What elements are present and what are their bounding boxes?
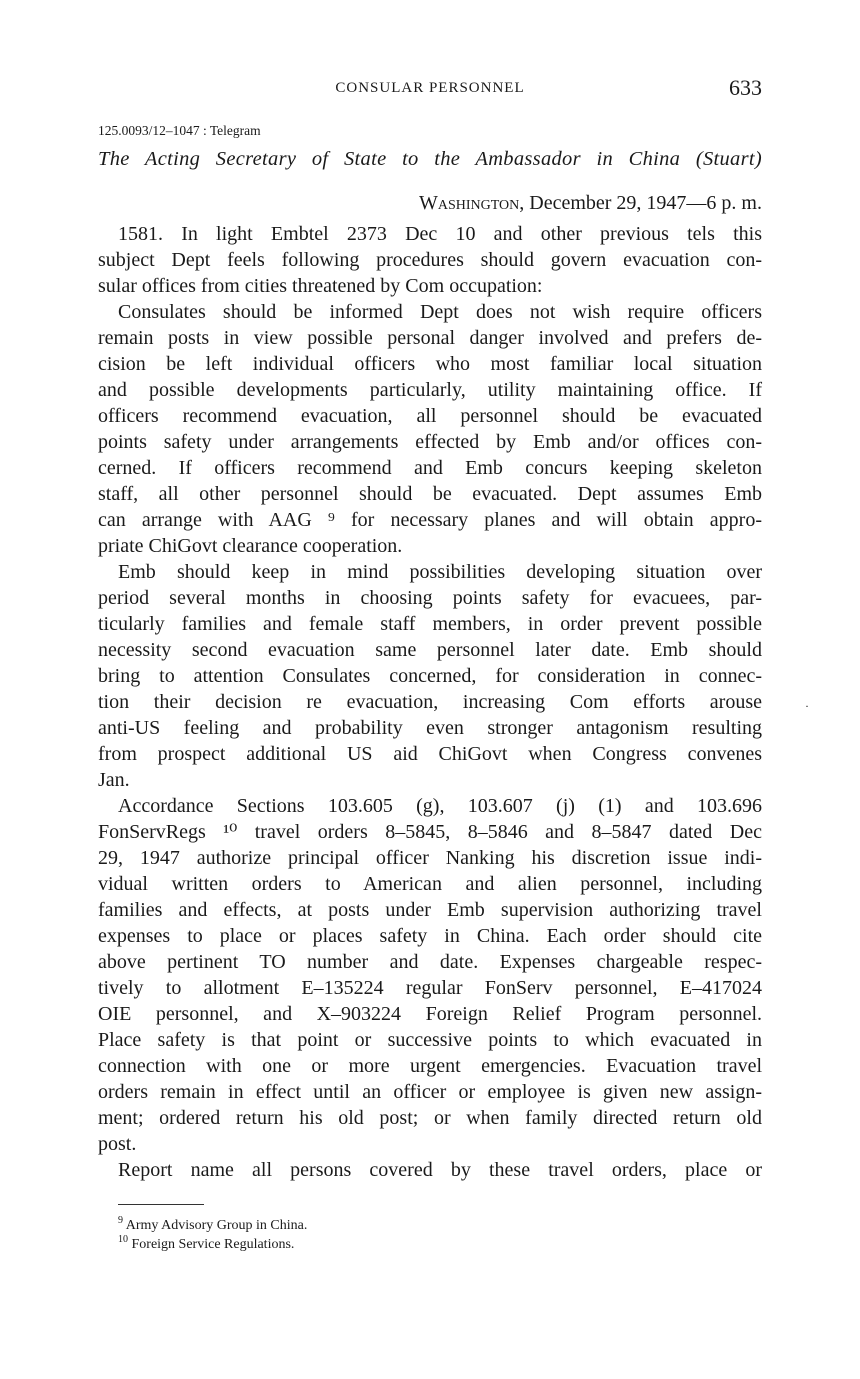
text-line: anti-US feeling and probability even stronger antagonism resulting <box>98 717 762 739</box>
text-line: sular offices from cities threatened by Com occupation: <box>98 275 543 297</box>
dateline <box>419 192 762 215</box>
text-line: cerned. If officers recommend and Emb concurs keeping skeleton <box>98 457 762 479</box>
footnote-mark: 10 <box>118 1234 128 1245</box>
paragraph <box>98 1157 762 1183</box>
text-line: expenses to place or places safety in China. Each order should cite <box>98 925 762 947</box>
footnote <box>118 1216 307 1235</box>
paragraph <box>98 299 762 559</box>
running-head: CONSULAR PERSONNEL <box>335 80 525 96</box>
dateline-date: , December 29, 1947—6 p. m. <box>519 192 762 214</box>
text-line: bring to attention Consulates concerned, for consideration in connec- <box>98 665 762 687</box>
text-line: subject Dept feels following procedures should govern evacuation con- <box>98 249 762 271</box>
telegram-body <box>98 221 762 1183</box>
footnote-text: Foreign Service Regulations. <box>131 1237 295 1252</box>
text-line: Place safety is that point or successive points to which evacuated in <box>98 1029 762 1051</box>
text-line: connection with one or more urgent emergencies. Evacuation travel <box>98 1055 762 1077</box>
document-reference: 125.0093/12–1047 : Telegram <box>98 123 261 138</box>
paragraph <box>98 559 762 793</box>
text-line: FonServRegs ¹⁰ travel orders 8–5845, 8–5846 and 8–5847 dated Dec <box>98 821 762 843</box>
text-line: Emb should keep in mind possibilities developing situation over <box>118 561 762 583</box>
text-line: Report name all persons covered by these travel orders, place or <box>118 1159 762 1181</box>
text-line: from prospect additional US aid ChiGovt when Congress convenes <box>98 743 762 765</box>
text-line: Jan. <box>98 769 130 791</box>
text-line: officers recommend evacuation, all personnel should be evacuated <box>98 405 762 427</box>
text-line: priate ChiGovt clearance cooperation. <box>98 535 403 557</box>
text-line: points safety under arrangements effected by Emb and/or offices con- <box>98 431 762 453</box>
text-line: staff, all other personnel should be evacuated. Dept assumes Emb <box>98 483 762 505</box>
text-line: tively to allotment E–135224 regular FonServ personnel, E–417024 <box>98 977 762 999</box>
footnote-rule <box>118 1204 204 1205</box>
footnote-mark: 9 <box>118 1215 123 1226</box>
dateline-place: Washington <box>418 192 520 214</box>
text-line: cision be left individual officers who most familiar local situation <box>98 353 762 375</box>
text-line: ment; ordered return his old post; or when family directed return old <box>98 1107 762 1129</box>
text-line: vidual written orders to American and alien personnel, including <box>98 873 762 895</box>
text-line: period several months in choosing points safety for evacuees, par- <box>98 587 762 609</box>
text-line: post. <box>98 1133 137 1155</box>
paragraph <box>98 221 762 299</box>
footnote <box>118 1235 307 1254</box>
text-line: orders remain in effect until an officer or employee is given new assign- <box>98 1081 762 1103</box>
text-line: tion their decision re evacuation, increasing Com efforts arouse <box>98 691 762 713</box>
text-line: can arrange with AAG ⁹ for necessary planes and will obtain appro- <box>98 509 762 531</box>
document-title: The Acting Secretary of State to the Ambassador in China (Stuart) <box>98 148 762 170</box>
text-line: ticularly families and female staff members, in order prevent possible <box>98 613 762 635</box>
text-line: Accordance Sections 103.605 (g), 103.607 (j) (1) and 103.696 <box>118 795 762 817</box>
page-number: 633 <box>729 75 762 100</box>
text-line: and possible developments particularly, utility maintaining office. If <box>98 379 762 401</box>
footnote-text: Army Advisory Group in China. <box>125 1218 308 1233</box>
text-line: necessity second evacuation same personnel later date. Emb should <box>98 639 762 661</box>
paragraph <box>98 793 762 1157</box>
text-line: families and effects, at posts under Emb supervision authorizing travel <box>98 899 762 921</box>
text-line: OIE personnel, and X–903224 Foreign Relief Program personnel. <box>98 1003 762 1025</box>
text-line: above pertinent TO number and date. Expenses chargeable respec- <box>98 951 762 973</box>
margin-mark: · <box>805 699 809 713</box>
text-line: 1581. In light Embtel 2373 Dec 10 and other previous tels this <box>118 223 762 245</box>
text-line: 29, 1947 authorize principal officer Nanking his discretion issue indi- <box>98 847 762 869</box>
text-line: Consulates should be informed Dept does not wish require officers <box>118 301 762 323</box>
text-line: remain posts in view possible personal danger involved and prefers de- <box>98 327 762 349</box>
footnotes <box>118 1216 307 1254</box>
